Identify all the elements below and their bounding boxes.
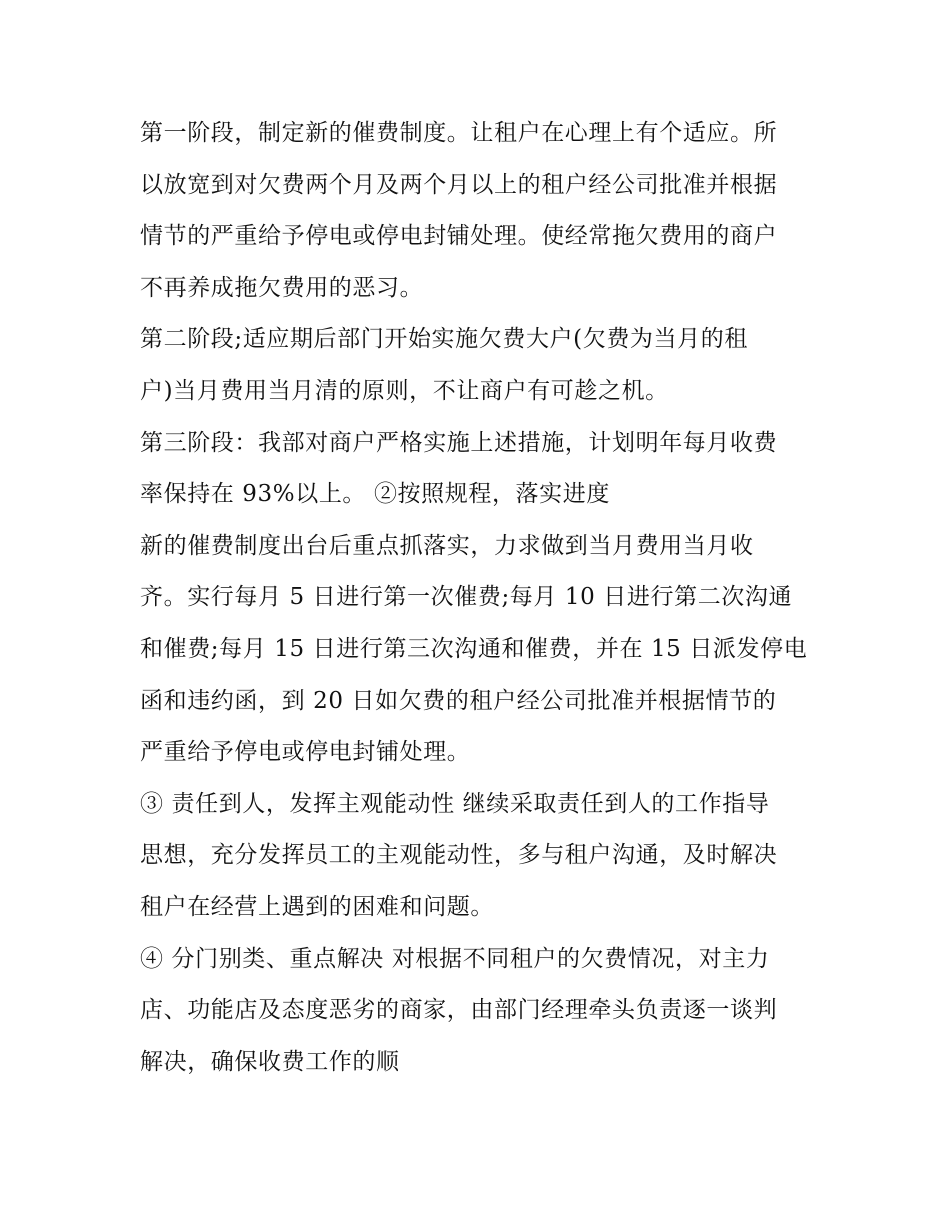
document-body — [140, 108, 820, 1088]
text-line: 情节的严重给予停电或停电封铺处理。使经常拖欠费用的商户 — [140, 223, 778, 250]
text-line: 店、功能店及态度恶劣的商家，由部门经理牵头负责逐一谈判 — [140, 997, 778, 1024]
text-line: 第二阶段;适应期后部门开始实施欠费大户(欠费为当月的租 — [140, 326, 748, 353]
text-line: 思想，充分发挥员工的主观能动性，多与租户沟通，及时解决 — [140, 842, 778, 869]
text-line: 不再养成拖欠费用的恶习。 — [140, 274, 424, 301]
text-line: 以放宽到对欠费两个月及两个月以上的租户经公司批准并根据 — [140, 171, 778, 198]
text-line: 解决，确保收费工作的顺 — [140, 1048, 400, 1075]
text-line: 齐。实行每月 5 日进行第一次催费;每月 10 日进行第二次沟通 — [140, 584, 793, 611]
text-line: 严重给予停电或停电封铺处理。 — [140, 739, 471, 766]
text-line: 函和违约函，到 20 日如欠费的租户经公司批准并根据情节的 — [140, 687, 777, 714]
text-line: 租户在经营上遇到的困难和问题。 — [140, 893, 494, 920]
text-line: 第三阶段：我部对商户严格实施上述措施，计划明年每月收费 — [140, 429, 778, 456]
text-line: 第一阶段，制定新的催费制度。让租户在心理上有个适应。所 — [140, 120, 778, 146]
text-line: 户)当月费用当月清的原则，不让商户有可趁之机。 — [140, 377, 669, 404]
text-line: 率保持在 93%以上。 ②按照规程，落实进度 — [140, 481, 610, 508]
text-line: 和催费;每月 15 日进行第三次沟通和催费，并在 15 日派发停电 — [140, 635, 808, 662]
text-line: ④ 分门别类、重点解决 对根据不同租户的欠费情况，对主力 — [140, 945, 770, 972]
text-line: ③ 责任到人，发挥主观能动性 继续采取责任到人的工作指导 — [140, 790, 770, 817]
text-line: 新的催费制度出台后重点抓落实，力求做到当月费用当月收 — [140, 532, 754, 559]
